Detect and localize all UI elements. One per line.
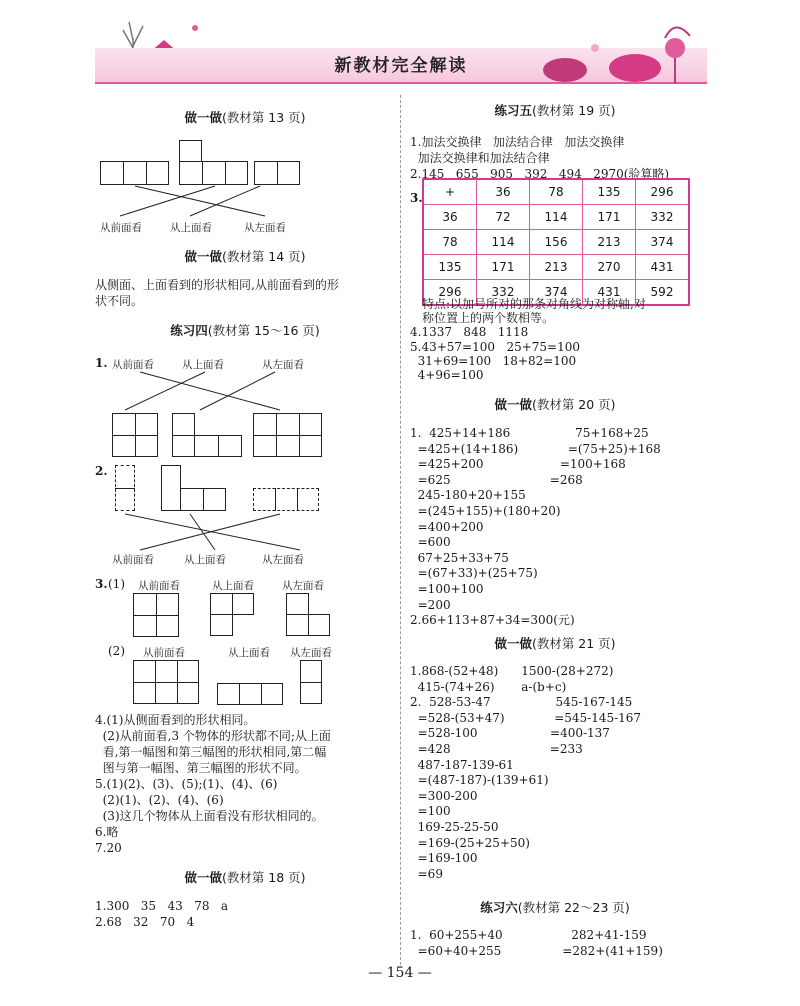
answer-text: 2.68 32 70 4 [95, 915, 195, 929]
section-title: 练习四(教材第 15～16 页) [170, 323, 320, 338]
calc-line: =169-100 [410, 851, 478, 866]
view-label: 从前面看 [112, 359, 154, 371]
calc-line: =100 [410, 804, 451, 819]
table-cell: 171 [583, 205, 636, 230]
calc-line: 245-180+20+155 [410, 488, 526, 503]
calc-line: 169-25-25-50 [410, 819, 499, 834]
answer-text: (3)这几个物体从上面看没有形状相同的。 [95, 809, 324, 823]
answer-text: 31+69=100 18+82=100 [410, 354, 577, 368]
calc-line: 1. 60+255+40 282+41-159 [410, 928, 647, 942]
calc-line: =625 =268 [410, 472, 583, 487]
calc-line: =69 [410, 866, 443, 881]
table-cell: 374 [530, 280, 583, 306]
table-cell: 296 [636, 179, 690, 205]
calc-block-20 [410, 426, 661, 629]
table-row [423, 230, 689, 255]
table-cell: 78 [423, 230, 477, 255]
view-label: 从前面看 [100, 222, 142, 234]
view-label: 从左面看 [262, 554, 304, 566]
calc-line: =428 =233 [410, 741, 583, 756]
answer-text: 看,第一幅图和第三幅图的形状相同,第二幅 [95, 745, 327, 759]
answer-text: (2)(1)、(2)、(4)、(6) [95, 793, 224, 807]
section-title: 练习六(教材第 22～23 页) [480, 900, 630, 915]
answer-text: 4.(1)从侧面看到的形状相同。 [95, 713, 256, 727]
answer-text: 图与第一幅图、第三幅图的形状不同。 [95, 761, 307, 775]
answer-text: 5.(1)(2)、(3)、(5);(1)、(4)、(6) [95, 777, 278, 791]
table-cell: 213 [583, 230, 636, 255]
answer-text: 1.加法交换律 加法结合律 加法交换律 [410, 135, 625, 149]
table-cell: + [423, 179, 477, 205]
view-label: 从上面看 [212, 580, 254, 592]
calc-line: =169-(25+25+50) [410, 835, 530, 850]
table-cell: 431 [636, 255, 690, 280]
section-title: 做一做(教材第 13 页) [184, 110, 306, 125]
question-number: 3. [95, 577, 108, 591]
section-title: 做一做(教材第 14 页) [184, 249, 306, 264]
view-label: 从左面看 [262, 359, 304, 371]
table-cell: 114 [477, 230, 530, 255]
table-cell: 332 [636, 205, 690, 230]
calc-line: =(67+33)+(25+75) [410, 566, 538, 581]
answer-text: 6.略 [95, 825, 119, 839]
section-title: 做一做(教材第 18 页) [184, 870, 306, 885]
answer-text: 从侧面、上面看到的形状相同,从前面看到的形 [95, 278, 339, 292]
calc-block-22 [410, 928, 663, 959]
calc-line: =528-100 =400-137 [410, 726, 610, 741]
table-row [423, 205, 689, 230]
table-cell: 114 [530, 205, 583, 230]
table-cell: 296 [423, 280, 477, 306]
answer-text: 7.20 [95, 841, 122, 855]
calc-line: =425+(14+186) =(75+25)+168 [410, 441, 661, 456]
flower-illustration [525, 18, 707, 84]
table-cell: 270 [583, 255, 636, 280]
calc-line: 67+25+33+75 [410, 550, 509, 565]
view-label: 从左面看 [282, 580, 324, 592]
question-number: 3. [410, 191, 423, 205]
table-row [423, 255, 689, 280]
answer-text: 2.145 655 905 392 494 2970(验算略) [410, 167, 670, 181]
calc-line: =60+40+255 =282+(41+159) [410, 943, 663, 958]
calc-line: =(245+155)+(180+20) [410, 503, 561, 518]
page-number: — 154 — [368, 965, 432, 981]
table-cell: 213 [530, 255, 583, 280]
section-title: 做一做(教材第 21 页) [494, 636, 616, 651]
answer-text: 特点:以加号所对的那条对角线为对称轴,对 [422, 297, 646, 311]
view-label: 从上面看 [228, 647, 270, 659]
table-cell: 78 [530, 179, 583, 205]
calc-line: =400+200 [410, 519, 484, 534]
calc-line: =600 [410, 535, 451, 550]
view-label: 从前面看 [112, 554, 154, 566]
question-number: 2. [95, 464, 108, 478]
view-label: 从前面看 [138, 580, 180, 592]
answer-text: 5.43+57=100 25+75=100 [410, 340, 580, 354]
answer-text: 称位置上的两个数相等。 [422, 311, 555, 325]
question-number: 1. [95, 356, 108, 370]
calc-line: 1. 425+14+186 75+168+25 [410, 426, 649, 440]
calc-line: =100+100 [410, 581, 484, 596]
view-label: 从前面看 [143, 647, 185, 659]
calc-line: 415-(74+26) a-(b+c) [410, 679, 567, 694]
answer-text: 状不同。 [95, 294, 144, 308]
header-title: 新教材完全解读 [334, 56, 468, 76]
view-label: 从左面看 [244, 222, 286, 234]
answer-text: 1.300 35 43 78 a [95, 899, 229, 913]
table-cell: 72 [477, 205, 530, 230]
view-label: 从左面看 [290, 647, 332, 659]
view-label: 从上面看 [182, 359, 224, 371]
view-label: 从上面看 [170, 222, 212, 234]
table-cell: 374 [636, 230, 690, 255]
table-cell: 171 [477, 255, 530, 280]
calc-line: 2.66+113+87+34=300(元) [410, 613, 575, 628]
table-cell: 156 [530, 230, 583, 255]
calc-line: 2. 528-53-47 545-167-145 [410, 695, 633, 710]
section-title: 练习五(教材第 19 页) [494, 103, 616, 118]
table-cell: 135 [423, 255, 477, 280]
table-cell: 592 [636, 280, 690, 306]
table-cell: 135 [583, 179, 636, 205]
page-header [95, 18, 707, 86]
table-cell: 431 [583, 280, 636, 306]
answer-text: 4+96=100 [410, 368, 484, 382]
calc-line: 1.868-(52+48) 1500-(28+272) [410, 664, 614, 678]
view-label: 从上面看 [184, 554, 226, 566]
section-title: 做一做(教材第 20 页) [494, 397, 616, 412]
calc-line: =425+200 =100+168 [410, 457, 626, 472]
table-cell: 36 [423, 205, 477, 230]
table-cell: 36 [477, 179, 530, 205]
answer-text: 4.1337 848 1118 [410, 325, 529, 339]
calc-line: =(487-187)-(139+61) [410, 773, 549, 788]
calc-line: =200 [410, 597, 451, 612]
addition-table [422, 178, 690, 306]
answer-text: 加法交换律和加法结合律 [410, 151, 550, 165]
answer-text: (2)从前面看,3 个物体的形状都不同;从上面 [95, 729, 331, 743]
calc-line: =528-(53+47) =545-145-167 [410, 710, 642, 725]
calc-block-21 [410, 664, 641, 882]
table-row [423, 179, 689, 205]
table-cell: 332 [477, 280, 530, 306]
column-divider [400, 95, 402, 965]
calc-line: 487-187-139-61 [410, 757, 514, 772]
calc-line: =300-200 [410, 788, 478, 803]
